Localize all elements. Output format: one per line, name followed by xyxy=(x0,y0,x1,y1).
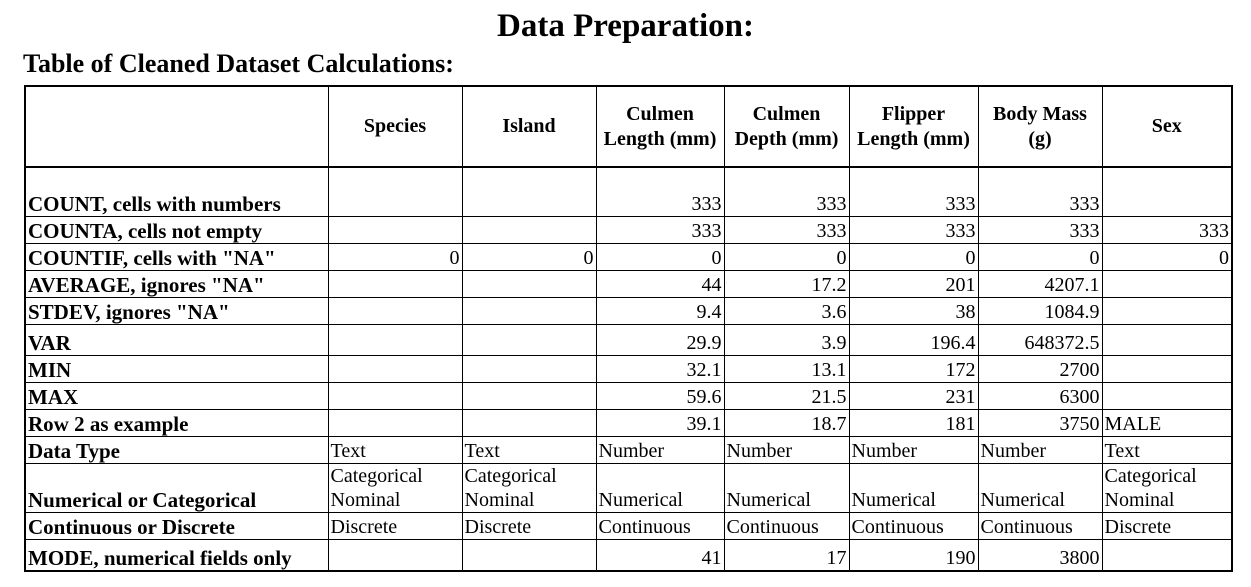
table-cell: 4207.1 xyxy=(978,271,1102,298)
table-row xyxy=(25,513,1232,540)
table-cell: 39.1 xyxy=(596,410,724,437)
table-cell xyxy=(462,356,596,383)
table-cell: Discrete xyxy=(1102,513,1232,540)
table-cell xyxy=(1102,271,1232,298)
table-row xyxy=(25,540,1232,572)
table-row xyxy=(25,325,1232,356)
table-cell: 21.5 xyxy=(724,383,849,410)
table-cell: Numerical xyxy=(724,464,849,513)
table-cell: 172 xyxy=(849,356,978,383)
row-label: COUNTIF, cells with "NA" xyxy=(25,244,328,271)
table-cell: Number xyxy=(978,437,1102,464)
table-cell xyxy=(1102,298,1232,325)
table-cell xyxy=(328,217,462,244)
table-row xyxy=(25,244,1232,271)
table-cell: 18.7 xyxy=(724,410,849,437)
table-cell: 190 xyxy=(849,540,978,572)
table-cell: Numerical xyxy=(596,464,724,513)
row-label: COUNTA, cells not empty xyxy=(25,217,328,244)
table-row xyxy=(25,356,1232,383)
table-cell xyxy=(1102,167,1232,217)
table-cell: Number xyxy=(724,437,849,464)
table-cell: 41 xyxy=(596,540,724,572)
table-cell: 44 xyxy=(596,271,724,298)
table-cell xyxy=(328,298,462,325)
table-cell: 3.9 xyxy=(724,325,849,356)
table-cell xyxy=(462,410,596,437)
table-cell xyxy=(328,167,462,217)
table-cell: Categorical Nominal xyxy=(462,464,596,513)
table-cell xyxy=(462,298,596,325)
table-cell xyxy=(1102,540,1232,572)
table-cell xyxy=(462,217,596,244)
table-cell: 333 xyxy=(849,217,978,244)
table-cell: 333 xyxy=(978,167,1102,217)
table-cell xyxy=(1102,356,1232,383)
row-label: Continuous or Discrete xyxy=(25,513,328,540)
table-cell: Number xyxy=(849,437,978,464)
row-label: STDEV, ignores "NA" xyxy=(25,298,328,325)
table-cell: 17 xyxy=(724,540,849,572)
table-cell xyxy=(328,271,462,298)
table-cell xyxy=(328,410,462,437)
table-cell: Continuous xyxy=(849,513,978,540)
table-cell: Continuous xyxy=(596,513,724,540)
table-cell: 17.2 xyxy=(724,271,849,298)
column-header-species: Species xyxy=(328,86,462,167)
row-label: MIN xyxy=(25,356,328,383)
table-cell: 333 xyxy=(978,217,1102,244)
table-cell: Text xyxy=(328,437,462,464)
table-cell: 0 xyxy=(596,244,724,271)
column-header-body-mass: Body Mass (g) xyxy=(978,86,1102,167)
table-cell: 201 xyxy=(849,271,978,298)
column-header-culmen-length: Culmen Length (mm) xyxy=(596,86,724,167)
row-label: MODE, numerical fields only xyxy=(25,540,328,572)
table-cell: 2700 xyxy=(978,356,1102,383)
table-cell: Discrete xyxy=(462,513,596,540)
table-cell: Numerical xyxy=(978,464,1102,513)
table-cell: 0 xyxy=(462,244,596,271)
table-cell: 1084.9 xyxy=(978,298,1102,325)
table-cell: 32.1 xyxy=(596,356,724,383)
table-cell: Categorical Nominal xyxy=(328,464,462,513)
table-cell: MALE xyxy=(1102,410,1232,437)
table-cell: 3750 xyxy=(978,410,1102,437)
table-row xyxy=(25,298,1232,325)
column-header-blank xyxy=(25,86,328,167)
table-row xyxy=(25,167,1232,217)
column-header-culmen-depth: Culmen Depth (mm) xyxy=(724,86,849,167)
table-cell: 0 xyxy=(724,244,849,271)
table-cell: Text xyxy=(1102,437,1232,464)
table-cell xyxy=(462,325,596,356)
table-cell: 333 xyxy=(596,167,724,217)
table-row xyxy=(25,271,1232,298)
row-label: Row 2 as example xyxy=(25,410,328,437)
table-cell xyxy=(462,540,596,572)
table-cell xyxy=(462,167,596,217)
table-cell: 333 xyxy=(1102,217,1232,244)
table-cell: 333 xyxy=(724,217,849,244)
table-cell xyxy=(462,271,596,298)
table-cell: 9.4 xyxy=(596,298,724,325)
table-cell: 59.6 xyxy=(596,383,724,410)
row-label: Numerical or Categorical xyxy=(25,464,328,513)
table-cell: 29.9 xyxy=(596,325,724,356)
table-row xyxy=(25,217,1232,244)
table-cell: 3.6 xyxy=(724,298,849,325)
table-row xyxy=(25,410,1232,437)
table-cell: 648372.5 xyxy=(978,325,1102,356)
row-label: MAX xyxy=(25,383,328,410)
table-cell: 231 xyxy=(849,383,978,410)
table-cell xyxy=(328,383,462,410)
table-row xyxy=(25,464,1232,513)
table-row xyxy=(25,383,1232,410)
table-cell: Continuous xyxy=(724,513,849,540)
table-row xyxy=(25,437,1232,464)
table-cell: 3800 xyxy=(978,540,1102,572)
table-cell: Continuous xyxy=(978,513,1102,540)
table-cell: 38 xyxy=(849,298,978,325)
column-header-island: Island xyxy=(462,86,596,167)
table-cell: 0 xyxy=(978,244,1102,271)
page-title: Data Preparation: xyxy=(497,8,754,44)
table-caption: Table of Cleaned Dataset Calculations: xyxy=(23,49,454,78)
table-cell: 181 xyxy=(849,410,978,437)
table-cell xyxy=(1102,383,1232,410)
column-header-sex: Sex xyxy=(1102,86,1232,167)
table-cell xyxy=(328,325,462,356)
table-cell: 196.4 xyxy=(849,325,978,356)
table-cell: Discrete xyxy=(328,513,462,540)
table-cell xyxy=(462,383,596,410)
table-cell: 6300 xyxy=(978,383,1102,410)
table-cell: 0 xyxy=(849,244,978,271)
header-row xyxy=(25,86,1232,167)
row-label: COUNT, cells with numbers xyxy=(25,167,328,217)
table-cell: 333 xyxy=(849,167,978,217)
table-cell: 0 xyxy=(1102,244,1232,271)
table-cell: Numerical xyxy=(849,464,978,513)
table-cell xyxy=(328,540,462,572)
table-cell: 333 xyxy=(724,167,849,217)
table-cell: Categorical Nominal xyxy=(1102,464,1232,513)
table-cell: Number xyxy=(596,437,724,464)
table-cell: 333 xyxy=(596,217,724,244)
table-cell: 0 xyxy=(328,244,462,271)
column-header-flipper-length: Flipper Length (mm) xyxy=(849,86,978,167)
row-label: AVERAGE, ignores "NA" xyxy=(25,271,328,298)
row-label: VAR xyxy=(25,325,328,356)
row-label: Data Type xyxy=(25,437,328,464)
table-cell xyxy=(328,356,462,383)
table-cell: 13.1 xyxy=(724,356,849,383)
table-cell: Text xyxy=(462,437,596,464)
table-cell xyxy=(1102,325,1232,356)
calculations-table xyxy=(24,85,1233,572)
